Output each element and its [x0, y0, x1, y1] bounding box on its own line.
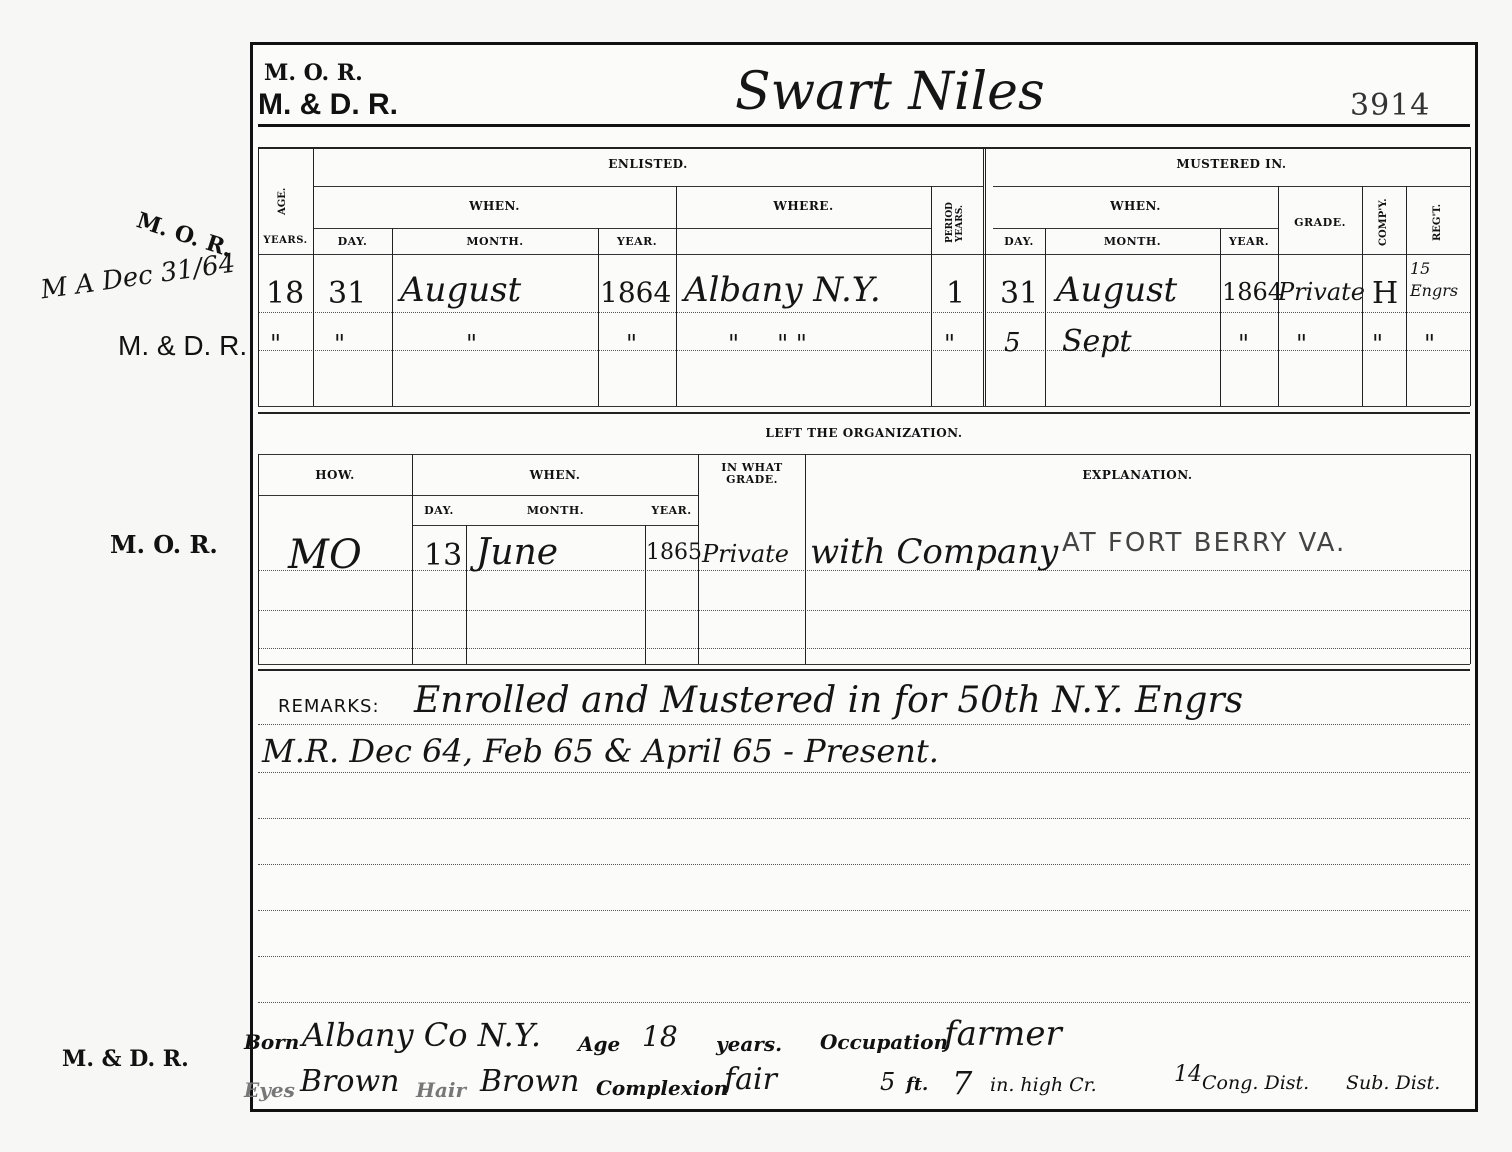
height-feet-label: ft.	[906, 1074, 929, 1095]
mustered-grade-ditto: "	[1296, 330, 1308, 358]
enlisted-year-ditto: "	[626, 330, 638, 358]
company-label: COMP'Y.	[1378, 198, 1389, 246]
where-label: WHERE.	[773, 199, 834, 213]
mustered-year-label: YEAR.	[1228, 235, 1270, 248]
years-label: YEARS.	[263, 235, 308, 246]
enlisted-age: 18	[266, 276, 305, 311]
mustered-day-ditto: 5	[1004, 328, 1021, 358]
enlisted-day: 31	[328, 276, 367, 311]
mustered-month-label: MONTH.	[1103, 235, 1162, 248]
complexion-label: Complexion	[596, 1076, 729, 1100]
left-explanation: with Company	[810, 532, 1059, 572]
height-feet-value: 5	[880, 1068, 896, 1096]
enlisted-year-label: YEAR.	[616, 235, 658, 248]
margin-note: M A Dec 31/64	[38, 248, 238, 306]
years-label: years.	[716, 1032, 783, 1056]
left-year-label: YEAR.	[651, 504, 692, 517]
mustered-day-label: DAY.	[1004, 235, 1034, 248]
left-month: June	[476, 532, 559, 573]
left-year: 1865	[646, 540, 702, 565]
remarks-line-2: M.R. Dec 64, Feb 65 & April 65 - Present.	[262, 732, 939, 770]
mustered-month-ditto: Sept	[1062, 324, 1132, 359]
margin-stamp-mor-2: M. O. R.	[110, 530, 218, 559]
left-day: 13	[424, 538, 463, 573]
enlisted-month-label: MONTH.	[466, 235, 524, 248]
hair-value: Brown	[480, 1064, 580, 1099]
left-title: LEFT THE ORGANIZATION.	[765, 426, 963, 440]
left-month-label: MONTH.	[526, 504, 585, 517]
margin-stamp-mor: M. O. R.	[133, 207, 236, 263]
mustered-regt: 15 Engrs	[1410, 259, 1459, 300]
mustered-month: August	[1056, 270, 1178, 310]
sub-dist-label: Sub. Dist.	[1346, 1072, 1441, 1094]
soldier-name: Swart Niles	[735, 62, 1045, 122]
occupation-label: Occupation	[820, 1030, 948, 1054]
remarks-line-1: Enrolled and Mustered in for 50th N.Y. Engrs	[414, 680, 1244, 721]
enlisted-period-ditto: "	[944, 330, 956, 358]
enlisted-title: ENLISTED.	[608, 157, 688, 171]
period-label: PERIOD YEARS.	[945, 202, 965, 244]
mustered-regt-ditto: "	[1424, 330, 1436, 358]
cong-dist-value: 14	[1174, 1062, 1202, 1087]
left-how: MO	[288, 532, 362, 578]
height-inches-label: in. high Cr.	[990, 1074, 1097, 1096]
enlisted-day-ditto: "	[334, 330, 346, 358]
header-mor: M. O. R.	[264, 60, 363, 86]
margin-stamp-mdr-2: M. & D. R.	[62, 1046, 189, 1072]
enlisted-period: 1	[946, 276, 966, 311]
mustered-grade: Private	[1278, 278, 1366, 306]
enlisted-age-ditto: "	[270, 330, 282, 358]
enlisted-where: Albany N.Y.	[684, 270, 881, 310]
enlisted-month: August	[400, 270, 522, 310]
mustered-title: MUSTERED IN.	[1176, 157, 1287, 171]
regt-label: REG'T.	[1432, 203, 1443, 241]
mustered-year: 1864	[1222, 278, 1284, 306]
eyes-value: Brown	[300, 1064, 400, 1099]
mustered-day: 31	[1000, 276, 1039, 311]
occupation-value: farmer	[944, 1014, 1062, 1054]
grade-label: GRADE.	[1294, 216, 1346, 229]
mustered-when-label: WHEN.	[1110, 199, 1161, 213]
left-when-label: WHEN.	[529, 468, 581, 482]
header-mdr: M. & D. R.	[258, 88, 398, 121]
enlisted-day-label: DAY.	[337, 235, 368, 248]
explanation-label: EXPLANATION.	[1082, 468, 1193, 482]
record-number: 3914	[1350, 88, 1431, 123]
in-what-grade-label: IN WHAT GRADE.	[721, 461, 783, 486]
hair-label: Hair	[416, 1078, 466, 1102]
how-label: HOW.	[315, 468, 355, 482]
left-place-stamp: AT FORT BERRY VA.	[1062, 528, 1347, 558]
remarks-label: REMARKS:	[278, 696, 380, 717]
age-value: 18	[642, 1020, 678, 1053]
margin-stamp-mdr: M. & D. R.	[118, 330, 248, 361]
left-day-label: DAY.	[424, 504, 454, 517]
mustered-company-ditto: "	[1372, 330, 1384, 358]
mustered-year-ditto: "	[1238, 330, 1250, 358]
eyes-label: Eyes	[244, 1078, 295, 1102]
age-label: Age	[578, 1032, 621, 1056]
born-label: Born	[244, 1030, 300, 1054]
mustered-company: H	[1372, 276, 1399, 311]
enlisted-year: 1864	[600, 276, 672, 309]
complexion-value: fair	[724, 1062, 777, 1097]
height-inches-value: 7	[952, 1064, 973, 1102]
left-grade: Private	[702, 540, 790, 568]
born-value: Albany Co N.Y.	[302, 1016, 541, 1054]
enlisted-where-ditto: " " "	[728, 330, 807, 358]
enlisted-when-label: WHEN.	[469, 199, 520, 213]
cong-dist-label: Cong. Dist.	[1202, 1072, 1310, 1094]
enlisted-month-ditto: "	[466, 330, 478, 358]
age-label: AGE.	[277, 187, 288, 215]
